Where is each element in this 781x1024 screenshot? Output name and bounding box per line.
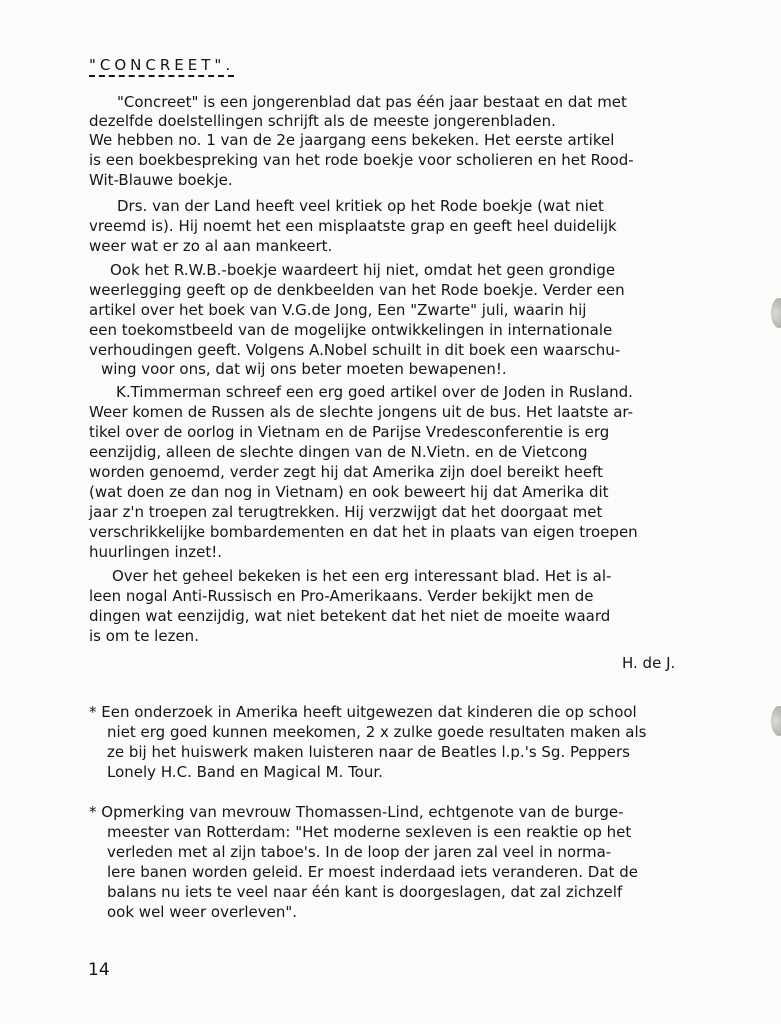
article-line: "Concreet" is een jongerenblad dat pas één jaar bestaat en dat met <box>117 93 627 111</box>
article-line: weerlegging geeft op de denkbeelden van het Rode boekje. Verder een <box>89 281 625 299</box>
note-line: * Een onderzoek in Amerika heeft uitgewezen dat kinderen die op school <box>89 703 637 721</box>
article-line: is om te lezen. <box>89 627 199 645</box>
article-line: dezelfde doelstellingen schrijft als de meeste jongerenbladen. <box>89 112 556 130</box>
note-line: ze bij het huiswerk maken luisteren naar de Beatles l.p.'s Sg. Peppers <box>107 743 630 761</box>
article-line: verhoudingen geeft. Volgens A.Nobel schuilt in dit boek een waarschu- <box>89 341 621 359</box>
article-line: We hebben no. 1 van de 2e jaargang eens bekeken. Het eerste artikel <box>89 131 615 149</box>
article-line: is een boekbespreking van het rode boekje voor scholieren en het Rood- <box>89 151 634 169</box>
note-line: ook wel weer overleven". <box>107 903 298 921</box>
article-line: verschrikkelijke bombardementen en dat het in plaats van eigen troepen <box>89 523 638 541</box>
article-title: "CONCREET". <box>89 56 234 77</box>
author-signature: H. de J. <box>622 654 676 672</box>
article-line: eenzijdig, alleen de slechte dingen van de N.Vietn. en de Vietcong <box>89 443 588 461</box>
article-line: een toekomstbeeld van de mogelijke ontwikkelingen in internationale <box>89 321 613 339</box>
note-line: meester van Rotterdam: "Het moderne sexleven is een reaktie op het <box>107 823 632 841</box>
article-line: tikel over de oorlog in Vietnam en de Parijse Vredesconferentie is erg <box>89 423 610 441</box>
binder-hole-mark <box>771 298 781 328</box>
note-line: Lonely H.C. Band en Magical M. Tour. <box>107 763 383 781</box>
note-line: balans nu iets te veel naar één kant is doorgeslagen, dat zal zichzelf <box>107 883 623 901</box>
article-line: Weer komen de Russen als de slechte jongens uit de bus. Het laatste ar- <box>89 403 634 421</box>
article-line: worden genoemd, verder zegt hij dat Amerika zijn doel bereikt heeft <box>89 463 603 481</box>
article-line: Ook het R.W.B.-boekje waardeert hij niet, omdat het geen grondige <box>110 261 616 279</box>
article-line: jaar z'n troepen zal terugtrekken. Hij verzwijgt dat het doorgaat met <box>89 503 603 521</box>
article-line: K.Timmerman schreef een erg goed artikel over de Joden in Rusland. <box>116 383 633 401</box>
article-line: wing voor ons, dat wij ons beter moeten bewapenen!. <box>101 360 507 378</box>
article-line: leen nogal Anti-Russisch en Pro-Amerikaans. Verder bekijkt men de <box>89 587 594 605</box>
page-number: 14 <box>88 960 110 980</box>
article-line: dingen wat eenzijdig, wat niet betekent dat het niet de moeite waard <box>89 607 611 625</box>
article-line: artikel over het boek van V.G.de Jong, Een "Zwarte" juli, waarin hij <box>89 301 587 319</box>
article-line: weer wat er zo al aan mankeert. <box>89 237 333 255</box>
article-line: huurlingen inzet!. <box>89 543 222 561</box>
article-line: Wit-Blauwe boekje. <box>89 171 233 189</box>
binder-hole-mark <box>771 706 781 736</box>
article-line: Over het geheel bekeken is het een erg interessant blad. Het is al- <box>112 567 612 585</box>
article-line: Drs. van der Land heeft veel kritiek op het Rode boekje (wat niet <box>117 197 604 215</box>
note-line: lere banen worden geleid. Er moest inderdaad iets veranderen. Dat de <box>107 863 638 881</box>
article-line: vreemd is). Hij noemt het een misplaatste grap en geeft heel duidelijk <box>89 217 617 235</box>
note-line: niet erg goed kunnen meekomen, 2 x zulke goede resultaten maken als <box>107 723 647 741</box>
article-line: (wat doen ze dan nog in Vietnam) en ook beweert hij dat Amerika dit <box>89 483 609 501</box>
note-line: verleden met al zijn taboe's. In de loop der jaren zal veel in norma- <box>107 843 612 861</box>
note-line: * Opmerking van mevrouw Thomassen-Lind, echtgenote van de burge- <box>89 803 624 821</box>
